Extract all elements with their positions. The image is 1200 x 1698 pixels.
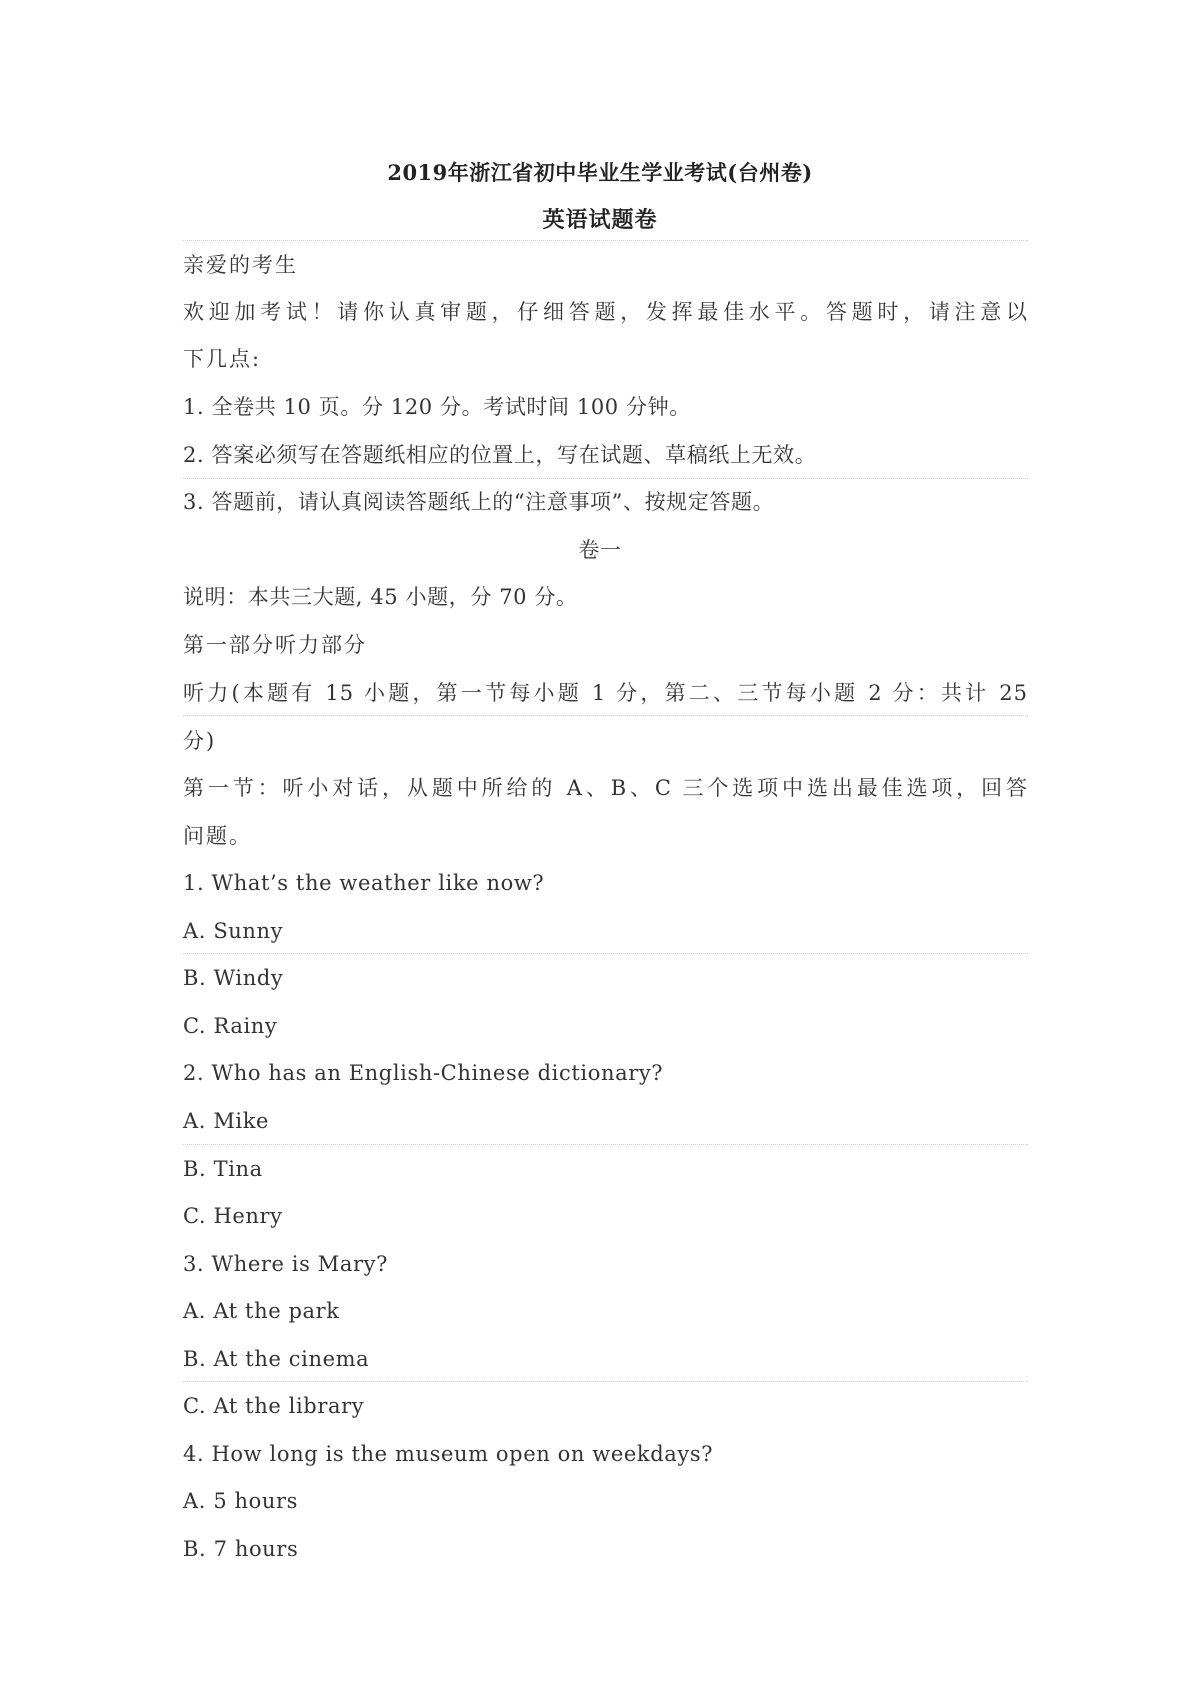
answer-option: C. At the library (183, 1394, 365, 1418)
dotted-divider (183, 478, 1028, 479)
dotted-divider (183, 240, 1028, 241)
welcome-line-2: 下几点: (183, 347, 262, 371)
listening-instructions-line-2: 分) (183, 729, 217, 753)
answer-option: A. Sunny (183, 919, 284, 943)
question-stem: 2. Who has an English-Chinese dictionary? (183, 1061, 664, 1085)
question-stem: 3. Where is Mary? (183, 1252, 388, 1276)
answer-option: B. 7 hours (183, 1537, 299, 1561)
exam-subtitle: 英语试题卷 (542, 207, 658, 233)
answer-option: C. Henry (183, 1204, 283, 1228)
section-description: 说明：本共三大题, 45 小题，分 70 分。 (183, 585, 578, 609)
subsection-instructions-line-2: 问题。 (183, 824, 252, 848)
instruction-note-2: 2. 答案必须写在答题纸相应的位置上，写在试题、草稿纸上无效。 (183, 443, 817, 467)
volume-heading: 卷一 (578, 538, 622, 562)
answer-option: B. Tina (183, 1157, 263, 1181)
welcome-line-1: 欢迎加考试！请你认真审题，仔细答题，发挥最佳水平。答题时，请注意以 (183, 300, 1028, 324)
answer-option: A. At the park (183, 1299, 340, 1323)
question-stem: 1. What’s the weather like now? (183, 871, 545, 895)
answer-option: C. Rainy (183, 1014, 278, 1038)
listening-instructions-line-1: 听力(本题有 15 小题，第一节每小题 1 分，第二、三节每小题 2 分：共计 25 (183, 681, 1028, 705)
question-stem: 4. How long is the museum open on weekdays? (183, 1442, 714, 1466)
dotted-divider (183, 953, 1028, 954)
dotted-divider (183, 715, 1028, 716)
dotted-divider (183, 1381, 1028, 1382)
answer-option: A. 5 hours (183, 1489, 299, 1513)
subsection-instructions-line-1: 第一节：听小对话，从题中所给的 A、B、C 三个选项中选出最佳选项，回答 (183, 776, 1028, 800)
instruction-note-1: 1. 全卷共 10 页。分 120 分。考试时间 100 分钟。 (183, 395, 691, 419)
part-heading: 第一部分听力部分 (183, 633, 367, 657)
dotted-divider (183, 1144, 1028, 1145)
answer-option: B. At the cinema (183, 1347, 370, 1371)
exam-title: 2019年浙江省初中毕业生学业考试(台州卷) (387, 160, 813, 185)
instruction-note-3: 3. 答题前，请认真阅读答题纸上的“注意事项”、按规定答题。 (183, 490, 775, 514)
greeting: 亲爱的考生 (183, 253, 298, 277)
answer-option: B. Windy (183, 966, 284, 990)
answer-option: A. Mike (183, 1109, 270, 1133)
